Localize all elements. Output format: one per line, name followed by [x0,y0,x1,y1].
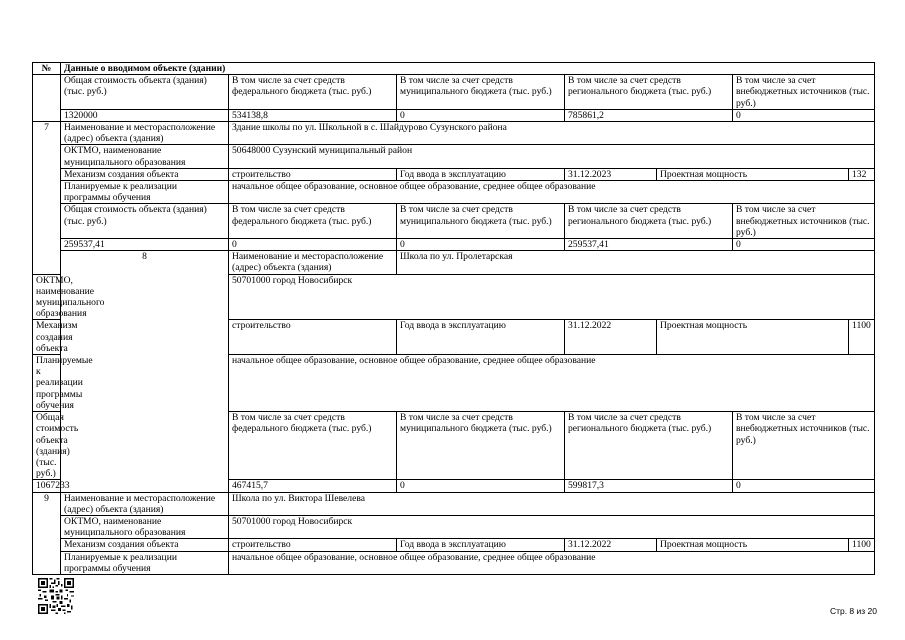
oktmo-row [33,145,875,168]
name-location-label: Наименование и месторасположение (адрес) объекта (здания) [61,492,229,515]
federal-value: 0 [229,239,397,251]
municipal-label: В том числе за счет средств муниципального бюджета (тыс. руб.) [397,204,565,239]
programs-value: начальное общее образование, основное общее образование, среднее общее образование [229,551,875,574]
qr-code-icon [38,578,74,614]
total-cost-label: Общая стоимость объекта (здания) (тыс. руб.) [61,204,229,239]
programs-label: Планируемые к реализации программы обучения [33,355,61,412]
municipal-value: 0 [397,480,565,492]
cost-label-row [33,204,875,239]
oktmo-value: 50701000 город Новосибирск [229,274,875,320]
object-name: Здание школы по ул. Школьной в с. Шайдурово Сузунского района [229,122,875,145]
extra-label: В том числе за счет внебюджетных источников (тыс. руб.) [733,75,875,110]
federal-label: В том числе за счет средств федерального бюджета (тыс. руб.) [229,412,397,480]
extra-value: 0 [733,109,875,121]
name-location-label: Наименование и месторасположение (адрес) объекта (здания) [229,251,397,274]
table-header-row [33,63,875,75]
capacity-label: Проектная мощность [657,320,849,355]
municipal-value: 0 [397,109,565,121]
year-label: Год ввода в эксплуатацию [397,320,565,355]
num-cell-empty [33,75,61,122]
programs-row [33,181,875,204]
mechanism-label: Механизм создания объекта [61,168,229,180]
programs-value: начальное общее образование, основное общее образование, среднее общее образование [229,355,875,412]
object-name-row [33,122,875,145]
federal-value: 534138,8 [229,109,397,121]
cost-value-row [33,109,875,121]
total-cost-label: Общая стоимость объекта (здания) (тыс. руб.) [61,75,229,110]
extra-label: В том числе за счет внебюджетных источников (тыс. руб.) [733,204,875,239]
year-value: 31.12.2022 [565,539,657,551]
total-cost-value: 1067233 [33,480,61,492]
total-cost-label: Общая стоимость объекта (здания) (тыс. руб.) [33,412,61,480]
object-number: 9 [33,492,61,574]
oktmo-label: ОКТМО, наименование муниципального образования [33,274,61,320]
object-name: Школа по ул. Пролетарская [397,251,875,274]
municipal-label: В том числе за счет средств муниципального бюджета (тыс. руб.) [397,412,565,480]
regional-value: 785861,2 [565,109,733,121]
mechanism-value: строительство [229,539,397,551]
programs-label: Планируемые к реализации программы обучения [61,181,229,204]
extra-value: 0 [733,480,875,492]
regional-label: В том числе за счет средств регионального бюджета (тыс. руб.) [565,75,733,110]
capacity-label: Проектная мощность [657,539,849,551]
object-name-row [33,492,875,515]
extra-value: 0 [733,239,875,251]
capacity-label: Проектная мощность [657,168,849,180]
cost-label-row [33,75,875,110]
capacity-value: 1100 [849,539,875,551]
header-title: Данные о вводимом объекте (здании) [61,63,875,75]
mechanism-value: строительство [229,168,397,180]
programs-label: Планируемые к реализации программы обучения [61,551,229,574]
federal-label: В том числе за счет средств федерального бюджета (тыс. руб.) [229,204,397,239]
mechanism-row [33,168,875,180]
capacity-value: 132 [849,168,875,180]
federal-value: 467415,7 [229,480,397,492]
oktmo-value: 50701000 город Новосибирск [229,515,875,538]
mechanism-label: Механизм создания объекта [33,320,61,355]
extra-label: В том числе за счет внебюджетных источников (тыс. руб.) [733,412,875,480]
mechanism-row [33,539,875,551]
object-name-row [33,251,875,274]
regional-value: 259537,41 [565,239,733,251]
oktmo-label: ОКТМО, наименование муниципального образования [61,515,229,538]
mechanism-label: Механизм создания объекта [61,539,229,551]
mechanism-value: строительство [229,320,397,355]
cost-value-row [33,239,875,251]
year-label: Год ввода в эксплуатацию [397,539,565,551]
regional-label: В том числе за счет средств регионального бюджета (тыс. руб.) [565,204,733,239]
year-value: 31.12.2023 [565,168,657,180]
regional-value: 599817,3 [565,480,733,492]
total-cost-value: 1320000 [61,109,229,121]
object-name: Школа по ул. Виктора Шевелева [229,492,875,515]
objects-table [32,62,875,575]
object-number: 7 [33,122,61,275]
oktmo-label: ОКТМО, наименование муниципального образования [61,145,229,168]
object-number: 8 [61,251,229,492]
year-value: 31.12.2022 [565,320,657,355]
capacity-value: 1100 [849,320,875,355]
year-label: Год ввода в эксплуатацию [397,168,565,180]
municipal-value: 0 [397,239,565,251]
regional-label: В том числе за счет средств регионального бюджета (тыс. руб.) [565,412,733,480]
total-cost-value: 259537,41 [61,239,229,251]
programs-row [33,551,875,574]
page-number: Стр. 8 из 20 [829,606,877,616]
programs-value: начальное общее образование, основное общее образование, среднее общее образование [229,181,875,204]
oktmo-row [33,515,875,538]
federal-label: В том числе за счет средств федерального бюджета (тыс. руб.) [229,75,397,110]
name-location-label: Наименование и месторасположение (адрес) объекта (здания) [61,122,229,145]
oktmo-value: 50648000 Сузунский муниципальный район [229,145,875,168]
header-num: № [33,63,61,75]
municipal-label: В том числе за счет средств муниципального бюджета (тыс. руб.) [397,75,565,110]
